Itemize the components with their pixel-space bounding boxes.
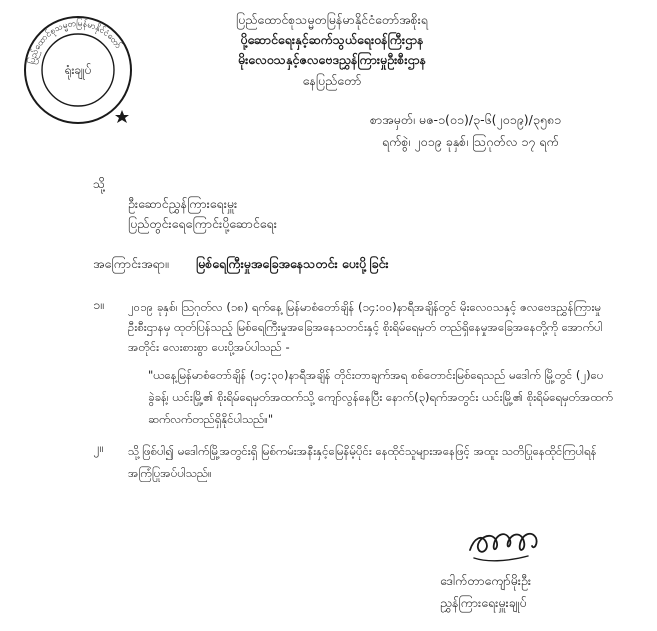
signature bbox=[466, 520, 546, 566]
header-department: မိုးလေဝသနှင့်ဇလဗေဒညွှန်ကြားမှုဦးစီးဌာန bbox=[237, 52, 427, 67]
paragraph-number: ၂။ bbox=[93, 440, 103, 455]
seal-ring-text: ပြည်ထောင်စုသမ္မတမြန်မာနိုင်ငံတော် bbox=[27, 18, 123, 66]
header-ministry: ပို့ဆောင်ရေးနှင့်ဆက်သွယ်ရေးဝန်ကြီးဌာန bbox=[240, 32, 424, 47]
paragraph-body: ၂၀၁၉ ခုနှစ်၊ ဩဂုတ်လ (၁၈) ရက်နေ့ မြန်မာစံတော်ချိန် (၁၄:၀၀)နာရီအချိန်တွင် မိုးလေဝသနှင့် ဇလဗေဒညွှန်ကြားမှုဦးစီးဌာနမှ ထုတ်ပြန်သည့် မြစ်ရေကြီးမှုအခြေအနေသတင်းနှင့် စိုးရိမ်ရေမှတ် တည်ရှိနေမှုအခြေအနေတို့ကို အောက်ပါအတိုင်း လေးစားစွာ ပေးပို့အပ်ပါသည် - bbox=[128, 300, 603, 354]
recipient-office: ပြည်တွင်းရေကြောင်းပို့ဆောင်ရေး bbox=[128, 216, 277, 231]
signatory-name: ဒေါက်တာကျော်မိုးဦး bbox=[440, 573, 532, 588]
reference-number: စာအမှတ်၊ မဇ-၁(၀၁)/၃-၆(၂၀၁၉)/၃၅၈၁ bbox=[370, 112, 562, 127]
department-seal bbox=[22, 14, 134, 126]
recipient-to: သို့ bbox=[93, 176, 106, 191]
paragraph-body: သို့ဖြစ်ပါ၍ မဒေါက်မြို့အတွင်းရှိ မြစ်ကမ်းအနီးနှင့်မြေနိမ့်ပိုင်း နေထိုင်သူများအနေဖြင့် အထူး သတိပြုနေထိုင်ကြပါရန် အကြံပြုအပ်ပါသည်။ bbox=[128, 444, 597, 480]
subject-text: မြစ်ရေကြီးမှုအခြေအနေသတင်း ပေးပို့ခြင်း bbox=[196, 256, 389, 271]
header-government: ပြည်ထောင်စုသမ္မတမြန်မာနိုင်ငံတော်အစိုးရ bbox=[236, 12, 428, 27]
signatory-title: ညွှန်ကြားရေးမှူးချုပ် bbox=[440, 595, 527, 610]
header-city: နေပြည်တော် bbox=[302, 73, 362, 88]
star-icon bbox=[115, 110, 129, 123]
quoted-forecast: "ယနေ့မြန်မာစံတော်ချိန် (၁၄:၃၀)နာရီအချိန် တိုင်းတာချက်အရ စစ်တောင်းမြစ်ရေသည် မဒေါက် မြို့တွင် (၂)ပေခွဲခန့်၊ ယင်းမြို့၏ စိုးရိမ်ရေမှတ်အထက်သို့ ကျော်လွန်နေပြီး နောက်(၃)ရက်အတွင်း ယင်းမြို့၏ စိုးရိမ်ရေမှတ်အထက် ဆက်လက်တည်ရှိနိုင်ပါသည်။" bbox=[148, 368, 613, 426]
letter-date: ရက်စွဲ၊ ၂၀၁၉ ခုနှစ်၊ ဩဂုတ်လ ၁၇ ရက် bbox=[382, 134, 559, 149]
svg-text:ပြည်ထောင်စုသမ္မတမြန်မာနိုင်ငံတ bbox=[25, 17, 123, 65]
seal-center-text: ရုံးချုပ် bbox=[64, 63, 92, 77]
subject-label: အကြောင်းအရာ။ bbox=[93, 256, 169, 271]
recipient-title: ဦးဆောင်ညွှန်ကြားရေးမှူး bbox=[128, 196, 238, 211]
paragraph-number: ၁။ bbox=[93, 297, 104, 312]
